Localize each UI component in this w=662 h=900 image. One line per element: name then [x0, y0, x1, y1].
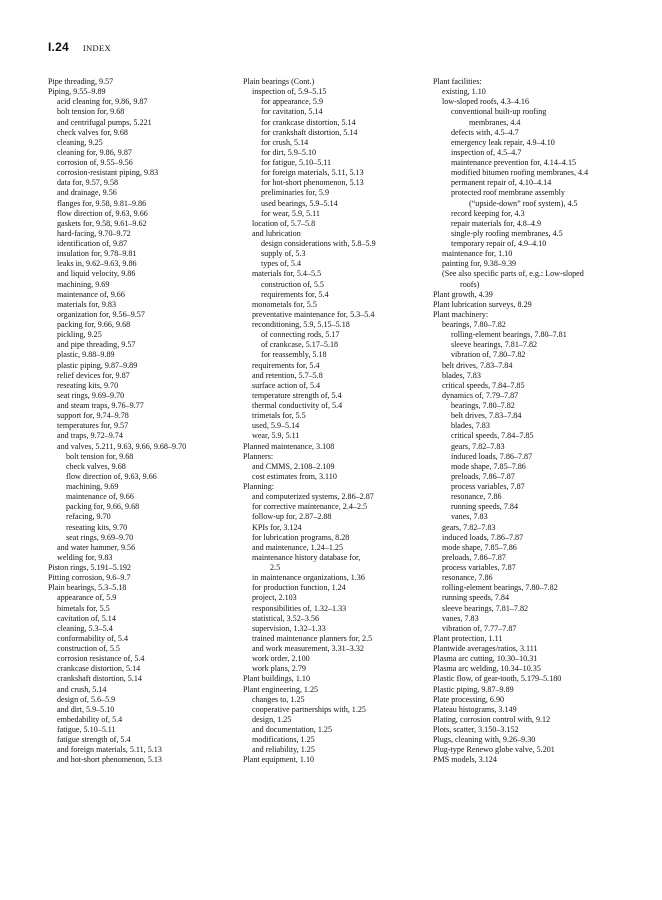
index-subentry: for appearance, 5.9 [261, 97, 324, 107]
index-subentry: and pipe threading, 9.57 [57, 340, 136, 350]
index-subentry: inspection of, 4.5–4.7 [451, 147, 522, 157]
index-subentry: vibration of, 7.77–7.87 [442, 623, 517, 633]
index-subentry: roofs) [460, 279, 480, 289]
index-entry: Plant facilities: [433, 77, 482, 86]
index-subentry: design considerations with, 5.8–5.9 [261, 239, 376, 248]
index-subentry: and documentation, 1.25 [252, 725, 333, 734]
index-subentry: for fatigue, 5.10–5.11 [261, 158, 332, 167]
index-subentry: temperatures for, 9.57 [57, 421, 129, 431]
index-subentry: for foreign materials, 5.11, 5.13 [261, 168, 364, 178]
index-subentry: work plans, 2.79 [252, 664, 306, 674]
index-subentry: pickling, 9.25 [57, 330, 102, 340]
index-subentry: for production function, 1.24 [252, 583, 346, 593]
index-subentry: resonance, 7.86 [442, 573, 493, 583]
index-subentry: preventative maintenance for, 5.3–5.4 [252, 309, 375, 319]
index-subentry: maintenance of, 9.66 [57, 289, 125, 299]
index-subentry: materials for, 5.4–5.5 [252, 269, 322, 279]
index-entry: Planners: [243, 451, 274, 461]
index-subentry: and foreign materials, 5.11, 5.13 [57, 745, 162, 755]
index-subentry: leaks in, 9.62–9.63, 9.86 [57, 259, 137, 269]
index-subentry: requirements for, 5.4 [261, 289, 329, 299]
index-subentry: and CMMS, 2.108–2.109 [252, 461, 335, 471]
index-subentry: statistical, 3.52–3.56 [252, 613, 319, 623]
index-subentry: location of, 5.7–5.8 [252, 218, 316, 228]
index-subentry: blades, 7.83 [442, 370, 481, 380]
index-subentry: vibration of, 7.80–7.82 [451, 350, 526, 360]
index-subentry: types of, 5.4 [261, 259, 302, 269]
index-subentry: existing, 1.10 [442, 87, 486, 97]
index-subentry: for dirt, 5.9–5.10 [261, 147, 317, 157]
index-subentry: (See also specific parts of, e.g.: Low-sloped [442, 269, 584, 279]
index-subentry: follow-up for, 2.87–2.88 [252, 512, 332, 522]
index-subentry: gears, 7.82–7.83 [442, 522, 496, 532]
index-subentry: project, 2.103 [252, 593, 297, 603]
page-title: INDEX [82, 43, 112, 53]
index-subentry: fatigue, 5.10–5.11 [57, 725, 116, 734]
index-subentry: materials for, 9.83 [57, 299, 117, 309]
index-entry: Plate processing, 6.90 [433, 694, 505, 704]
index-subentry: KPIs for, 3.124 [252, 522, 302, 532]
index-subentry: embedability of, 5.4 [57, 714, 123, 724]
index-subentry: dynamics of, 7.79–7.87 [442, 390, 519, 400]
index-entry: Planning: [243, 482, 275, 491]
index-subentry: for crush, 5.14 [261, 137, 309, 147]
index-subentry: and liquid velocity, 9.86 [57, 269, 136, 279]
index-subentry: for reassembly, 5.18 [261, 350, 327, 360]
index-subentry: plastic, 9.88–9.89 [57, 350, 115, 360]
index-subentry: for cavitation, 5.14 [261, 107, 323, 117]
index-subentry: vanes, 7.83 [442, 613, 479, 623]
index-column-3 [433, 77, 623, 766]
index-subentry: inspection of, 5.9–5.15 [252, 87, 327, 97]
index-entry: Plasma arc welding, 10.34–10.35 [433, 664, 541, 674]
index-subentry: bolt tension for, 9.68 [66, 451, 134, 461]
index-subentry: bimetals for, 5.5 [57, 603, 110, 613]
index-subentry: trained maintenance planners for, 2.5 [252, 633, 373, 643]
index-subentry: corrosion-resistant piping, 9.83 [57, 168, 159, 178]
index-entry: Plugs, cleaning with, 9.26–9.30 [433, 735, 536, 745]
index-subentry: induced loads, 7.86–7.87 [451, 451, 533, 461]
index-entry: Plasma arc cutting, 10.30–10.31 [433, 654, 538, 664]
index-subentry: flanges for, 9.58, 9.81–9.86 [57, 198, 147, 208]
index-subentry: modified bitumen roofing membranes, 4.4 [451, 168, 589, 178]
index-subentry: bearings, 7.80–7.82 [442, 320, 506, 329]
index-column-1 [48, 77, 238, 766]
index-entry: Plant protection, 1.11 [433, 633, 503, 643]
index-subentry: acid cleaning for, 9.86, 9.87 [57, 97, 148, 107]
index-subentry: packing for, 9.66, 9.68 [57, 320, 131, 329]
index-entry: Plastic flow, of gear-tooth, 5.179–5.180 [433, 674, 562, 684]
index-subentry: conventional built-up roofing [451, 107, 547, 117]
index-subentry: for wear, 5.9, 5.11 [261, 208, 320, 218]
index-subentry: gaskets for, 9.58, 9.61–9.62 [57, 218, 147, 228]
index-subentry: supply of, 5.3 [261, 249, 306, 259]
index-subentry: and traps, 9.72–9.74 [57, 431, 123, 441]
index-entry: Plastic piping, 9.87–9.89 [433, 684, 514, 694]
index-subentry: maintenance history database for, [252, 552, 361, 562]
index-subentry: wear, 5.9, 5.11 [252, 431, 300, 441]
index-subentry: corrosion of, 9.55–9.56 [57, 158, 133, 167]
index-subentry: permanent repair of, 4.10–4.14 [451, 178, 552, 188]
index-subentry: support for, 9.74–9.78 [57, 411, 129, 421]
index-subentry: rolling-element bearings, 7.80–7.81 [451, 330, 567, 340]
index-subentry: hard-facing, 9.70–9.72 [57, 228, 131, 238]
index-subentry: and crush, 5.14 [57, 684, 107, 694]
index-subentry: painting for, 9.38–9.39 [442, 259, 517, 269]
index-entry: PMS models, 3.124 [433, 755, 497, 765]
index-subentry: crankshaft distortion, 5.14 [57, 674, 142, 684]
index-subentry: for corrective maintenance, 2.4–2.5 [252, 502, 368, 512]
index-subentry: running speeds, 7.84 [451, 502, 518, 512]
index-subentry: flow direction of, 9.63, 9.66 [66, 471, 157, 481]
index-entry: Pitting corrosion, 9.6–9.7 [48, 573, 131, 583]
index-entry: Plant machinery: [433, 309, 489, 319]
index-subentry: and reliability, 1.25 [252, 745, 315, 755]
index-subentry: identification of, 9.87 [57, 239, 128, 248]
index-subentry: for lubrication programs, 8.28 [252, 532, 350, 542]
index-subentry: responsibilities of, 1.32–1.33 [252, 603, 347, 613]
index-subentry: blades, 7.83 [451, 421, 490, 431]
index-subentry: belt drives, 7.83–7.84 [451, 411, 522, 421]
index-subentry: running speeds, 7.84 [442, 593, 509, 603]
index-subentry: resonance, 7.86 [451, 492, 502, 502]
index-subentry: for crankshaft distortion, 5.14 [261, 127, 358, 137]
index-subentry: vanes, 7.83 [451, 512, 488, 522]
index-entry: Plant buildings, 1.10 [243, 674, 311, 684]
index-subentry: and dirt, 5.9–5.10 [57, 704, 115, 714]
index-subentry: and water hammer, 9.56 [57, 542, 136, 552]
index-subentry: preloads, 7.86–7.87 [442, 552, 506, 562]
index-subentry: maintenance of, 9.66 [66, 492, 134, 502]
index-subentry: seat rings, 9.69–9.70 [66, 532, 134, 542]
index-subentry: repair materials for, 4.8–4.9 [451, 218, 542, 228]
index-subentry: and computerized systems, 2.86–2.87 [252, 492, 374, 502]
index-subentry: requirements for, 5.4 [252, 360, 320, 370]
index-subentry: bolt tension for, 9.68 [57, 107, 125, 117]
index-subentry: process variables, 7.87 [442, 563, 516, 572]
index-entry: Plots, scatter, 3.150–3.152 [433, 725, 519, 734]
index-subentry: flow direction of, 9.63, 9.66 [57, 208, 148, 218]
index-subentry: and maintenance, 1.24–1.25 [252, 542, 344, 552]
index-subentry: of crankcase, 5.17–5.18 [261, 340, 339, 350]
page-number: I.24 [48, 40, 69, 54]
index-subentry: record keeping for, 4.3 [451, 208, 525, 218]
index-entry: Plateau histograms, 3.149 [433, 704, 517, 714]
index-subentry: cavitation of, 5.14 [57, 613, 116, 623]
index-subentry: fatigue strength of, 5.4 [57, 735, 131, 745]
index-subentry: changes to, 1.25 [252, 694, 305, 704]
index-entry: Piston rings, 5.191–5.192 [48, 563, 131, 572]
index-subentry: construction of, 5.5 [261, 279, 324, 289]
index-subentry: rolling-element bearings, 7.80–7.82 [442, 583, 558, 593]
index-subentry: belt drives, 7.83–7.84 [442, 360, 513, 370]
index-subentry: gears, 7.82–7.83 [451, 441, 505, 451]
index-subentry: relief devices for, 9.87 [57, 370, 130, 380]
index-subentry: in maintenance organizations, 1.36 [252, 573, 365, 583]
index-subentry: sleeve bearings, 7.81–7.82 [442, 603, 529, 613]
index-subentry: bearings, 7.80–7.82 [451, 401, 515, 410]
index-subentry: critical speeds, 7.84–7.85 [442, 380, 525, 390]
index-entry: Plant lubrication surveys, 8.29 [433, 299, 532, 309]
index-subentry: and lubrication [252, 228, 301, 238]
index-subentry: critical speeds, 7.84–7.85 [451, 431, 534, 441]
index-subentry: and hot-short phenomenon, 5.13 [57, 755, 162, 765]
index-subentry: plastic piping, 9.87–9.89 [57, 360, 138, 370]
index-subentry: and valves, 5.211, 9.63, 9.66, 9.68–9.70 [57, 441, 187, 451]
index-entry: Plating, corrosion control with, 9.12 [433, 714, 551, 724]
index-subentry: machining, 9.69 [66, 482, 119, 491]
index-subentry: design of, 5.6–5.9 [57, 694, 116, 704]
index-subentry: cleaning, 9.25 [57, 137, 103, 147]
index-subentry: sleeve bearings, 7.81–7.82 [451, 340, 538, 350]
index-subentry: (“upside-down” roof system), 4.5 [469, 198, 578, 208]
index-entry: Piping, 9.55–9.89 [48, 87, 106, 97]
index-subentry: emergency leak repair, 4.9–4.10 [451, 137, 555, 147]
index-subentry: 2.5 [270, 563, 281, 572]
index-entry: Plain bearings, 5.3–5.18 [48, 583, 127, 593]
index-subentry: cleaning, 5.3–5.4 [57, 623, 113, 633]
index-subentry: single-ply roofing membranes, 4.5 [451, 228, 563, 238]
index-subentry: and retention, 5.7–5.8 [252, 370, 323, 380]
index-subentry: insulation for, 9.78–9.81 [57, 249, 137, 259]
index-entry: Pipe threading, 9.57 [48, 77, 114, 86]
index-subentry: for hot-short phenomenon, 5.13 [261, 178, 364, 188]
index-subentry: maintenance for, 1.10 [442, 249, 513, 259]
index-subentry: membranes, 4.4 [469, 117, 521, 127]
index-subentry: cost estimates from, 3.110 [252, 471, 337, 481]
index-subentry: supervision, 1.32–1.33 [252, 623, 326, 633]
index-subentry: refacing, 9.70 [66, 512, 111, 522]
index-subentry: design, 1.25 [252, 714, 292, 724]
index-subentry: and drainage, 9.56 [57, 188, 117, 198]
index-subentry: and work measurement, 3.31–3.32 [252, 644, 364, 653]
index-subentry: monometals for, 5.5 [252, 299, 317, 309]
index-subentry: temperature strength of, 5.4 [252, 390, 342, 400]
index-subentry: construction of, 5.5 [57, 644, 120, 653]
index-subentry: welding for, 9.83 [57, 552, 113, 562]
index-entry: Plantwide averages/ratios, 3.111 [433, 644, 538, 653]
index-subentry: low-sloped roofs, 4.3–4.16 [442, 97, 529, 107]
index-subentry: defects with, 4.5–4.7 [451, 127, 519, 137]
index-subentry: corrosion resistance of, 5.4 [57, 654, 145, 664]
index-subentry: data for, 9.57, 9.58 [57, 178, 119, 188]
index-subentry: and steam traps, 9.76–9.77 [57, 401, 144, 410]
index-subentry: for crankcase distortion, 5.14 [261, 117, 356, 127]
page-header [48, 40, 111, 54]
index-subentry: temporary repair of, 4.9–4.10 [451, 239, 547, 248]
index-subentry: check valves for, 9.68 [57, 127, 128, 137]
index-column-2 [243, 77, 433, 766]
index-subentry: seat rings, 9.69–9.70 [57, 390, 125, 400]
index-subentry: mode shape, 7.85–7.86 [442, 542, 517, 552]
index-subentry: maintenance prevention for, 4.14–4.15 [451, 158, 577, 167]
index-subentry: used, 5.9–5.14 [252, 421, 300, 431]
index-subentry: trimetals for, 5.5 [252, 411, 306, 421]
index-subentry: used bearings, 5.9–5.14 [261, 198, 338, 208]
index-subentry: check valves, 9.68 [66, 461, 126, 471]
index-subentry: preliminaries for, 5.9 [261, 188, 330, 198]
index-subentry: process variables, 7.87 [451, 482, 525, 491]
index-subentry: induced loads, 7.86–7.87 [442, 532, 524, 542]
index-entry: Plant growth, 4.39 [433, 289, 493, 299]
index-subentry: reseating kits, 9.70 [57, 380, 119, 390]
index-subentry: surface action of, 5.4 [252, 380, 321, 390]
index-subentry: conformability of, 5.4 [57, 633, 129, 643]
index-subentry: thermal conductivity of, 5.4 [252, 401, 343, 410]
index-subentry: of connecting rods, 5.17 [261, 330, 340, 340]
index-subentry: organization for, 9.56–9.57 [57, 309, 145, 319]
index-subentry: reconditioning, 5.9, 5.15–5.18 [252, 320, 350, 329]
index-entry: Plug-type Renewo globe valve, 5.201 [433, 745, 555, 755]
index-subentry: crankcase distortion, 5.14 [57, 664, 141, 674]
index-subentry: preloads, 7.86–7.87 [451, 471, 515, 481]
index-subentry: cleaning for, 9.86, 9.87 [57, 147, 132, 157]
index-subentry: packing for, 9.66, 9.68 [66, 502, 140, 512]
index-subentry: machining, 9.69 [57, 279, 110, 289]
index-subentry: cooperative partnerships with, 1.25 [252, 704, 366, 714]
index-subentry: appearance of, 5.9 [57, 593, 117, 603]
index-entry: Planned maintenance, 3.108 [243, 441, 335, 451]
index-subentry: reseating kits, 9.70 [66, 522, 128, 532]
index-subentry: work order, 2.100 [252, 654, 310, 664]
index-entry: Plant equipment, 1.10 [243, 755, 315, 765]
index-entry: Plain bearings (Cont.) [243, 77, 315, 86]
index-entry: Plant engineering, 1.25 [243, 684, 319, 694]
index-subentry: and centrifugal pumps, 5.221 [57, 117, 152, 127]
index-subentry: modifications, 1.25 [252, 735, 315, 745]
index-subentry: mode shape, 7.85–7.86 [451, 461, 526, 471]
index-subentry: protected roof membrane assembly [451, 188, 565, 198]
